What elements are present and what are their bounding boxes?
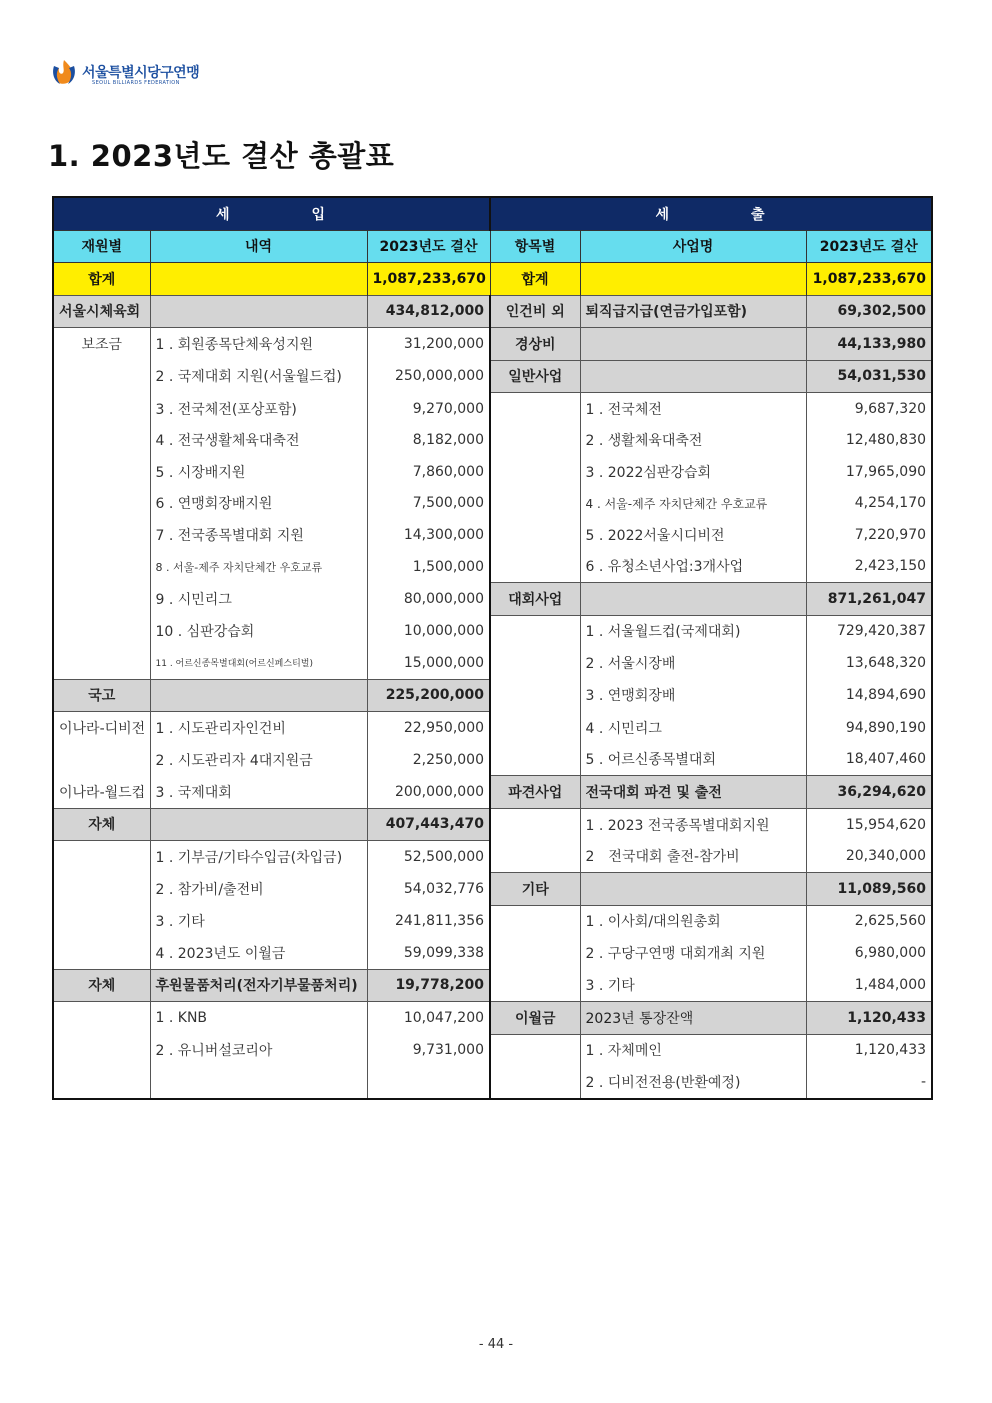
total-label-expense: 합계 bbox=[490, 263, 580, 296]
seoul-item-text: 8 . 서울-제주 자치단체간 우호교류 bbox=[150, 551, 367, 583]
table-row bbox=[53, 905, 932, 937]
self2-detail: 후원물품처리(전자기부물품처리) bbox=[150, 969, 367, 1002]
section-header-row bbox=[53, 197, 932, 230]
general-label: 일반사업 bbox=[490, 360, 580, 393]
competition-item-amount: 94,890,190 bbox=[806, 712, 932, 744]
blank-cell bbox=[53, 873, 150, 906]
table-row bbox=[53, 393, 932, 425]
seoul-item-amount: 1,500,000 bbox=[367, 551, 490, 583]
competition-item-amount: 14,894,690 bbox=[806, 679, 932, 712]
table-row bbox=[53, 969, 932, 1002]
national-item-amount: 22,950,000 bbox=[367, 712, 490, 744]
carry-detail: 2023년 통장잔액 bbox=[580, 1002, 806, 1035]
competition-item-text: 1 . 서울월드컵(국제대회) bbox=[580, 615, 806, 647]
general-item-text: 5 . 2022서울시디비전 bbox=[580, 519, 806, 551]
column-header-row bbox=[53, 230, 932, 263]
seoul-item-text: 4 . 전국생활체육대축전 bbox=[150, 425, 367, 457]
competition-item-amount: 729,420,387 bbox=[806, 615, 932, 647]
other-item-text: 3 . 기타 bbox=[580, 969, 806, 1002]
blank-cell bbox=[53, 1066, 150, 1099]
table-row bbox=[53, 841, 932, 873]
national-item-amount: 200,000,000 bbox=[367, 776, 490, 809]
personnel-label: 인건비 외 bbox=[490, 295, 580, 328]
table-row bbox=[53, 647, 932, 679]
blank-cell bbox=[53, 1002, 150, 1035]
other-item-amount: 1,484,000 bbox=[806, 969, 932, 1002]
seoul-item-amount: 7,860,000 bbox=[367, 456, 490, 488]
dispatch-item-amount: 20,340,000 bbox=[806, 841, 932, 873]
blank-cell bbox=[53, 393, 150, 425]
blank-cell bbox=[490, 1034, 580, 1066]
blank-cell bbox=[150, 1066, 367, 1099]
blank-cell bbox=[53, 615, 150, 647]
logo-name: 서울특별시당구연맹 bbox=[82, 65, 200, 81]
blank-cell bbox=[367, 1066, 490, 1099]
blank-cell bbox=[490, 808, 580, 841]
general-item-text: 3 . 2022심판강습회 bbox=[580, 456, 806, 488]
total-income: 1,087,233,670 bbox=[367, 263, 490, 296]
seoul-item-amount: 8,182,000 bbox=[367, 425, 490, 457]
table-row bbox=[53, 551, 932, 583]
table-row bbox=[53, 1002, 932, 1035]
seoul-item-amount: 250,000,000 bbox=[367, 360, 490, 393]
col-detail-header: 내역 bbox=[150, 230, 367, 263]
blank-cell bbox=[490, 679, 580, 712]
general-amount: 54,031,530 bbox=[806, 360, 932, 393]
self-amount: 407,443,470 bbox=[367, 808, 490, 841]
self-item-amount: 241,811,356 bbox=[367, 905, 490, 937]
expense-header: 세 출 bbox=[490, 197, 932, 230]
carry-item-amount: - bbox=[806, 1066, 932, 1099]
table-row bbox=[53, 712, 932, 744]
other-item-text: 2 . 구당구연맹 대회개최 지원 bbox=[580, 937, 806, 969]
table-row bbox=[53, 1034, 932, 1066]
flame-logo-icon bbox=[50, 58, 78, 88]
general-blank bbox=[580, 360, 806, 393]
general-item-amount: 2,423,150 bbox=[806, 551, 932, 583]
total-label: 합계 bbox=[53, 263, 150, 296]
page-title: 1. 2023년도 결산 총괄표 bbox=[48, 139, 395, 173]
other-label: 기타 bbox=[490, 873, 580, 906]
seoul-item-text: 3 . 전국체전(포상포함) bbox=[150, 393, 367, 425]
self2-item-amount: 9,731,000 bbox=[367, 1034, 490, 1066]
table-row bbox=[53, 425, 932, 457]
dispatch-amount: 36,294,620 bbox=[806, 776, 932, 809]
blank-cell bbox=[53, 937, 150, 969]
seoul-item-text: 10 . 심판강습회 bbox=[150, 615, 367, 647]
competition-item-text: 5 . 어르신종목별대회 bbox=[580, 744, 806, 776]
self-item-amount: 54,032,776 bbox=[367, 873, 490, 906]
competition-amount: 871,261,047 bbox=[806, 583, 932, 616]
dispatch-detail: 전국대회 파견 및 출전 bbox=[580, 776, 806, 809]
blank-cell bbox=[490, 647, 580, 679]
table-row bbox=[53, 679, 932, 712]
table-row bbox=[53, 744, 932, 776]
competition-item-amount: 13,648,320 bbox=[806, 647, 932, 679]
blank-cell bbox=[53, 744, 150, 776]
competition-blank bbox=[580, 583, 806, 616]
self2-amount: 19,778,200 bbox=[367, 969, 490, 1002]
competition-item-text: 2 . 서울시장배 bbox=[580, 647, 806, 679]
self2-item-text: 1 . KNB bbox=[150, 1002, 367, 1035]
blank-cell bbox=[53, 905, 150, 937]
seoul-item-text: 2 . 국제대회 지원(서울월드컵) bbox=[150, 360, 367, 393]
dispatch-item-text: 2 전국대회 출전-참가비 bbox=[580, 841, 806, 873]
seoul-label: 서울시체육회 bbox=[53, 295, 150, 328]
seoul-item-amount: 31,200,000 bbox=[367, 328, 490, 361]
total-expense: 1,087,233,670 bbox=[806, 263, 932, 296]
seoul-item-amount: 9,270,000 bbox=[367, 393, 490, 425]
table-row bbox=[53, 873, 932, 906]
total-row bbox=[53, 263, 932, 296]
dispatch-label: 파견사업 bbox=[490, 776, 580, 809]
general-item-amount: 4,254,170 bbox=[806, 488, 932, 520]
personnel-detail: 퇴직급지급(연금가입포함) bbox=[580, 295, 806, 328]
competition-item-text: 4 . 시민리그 bbox=[580, 712, 806, 744]
blank-cell bbox=[490, 488, 580, 520]
seoul-amount: 434,812,000 bbox=[367, 295, 490, 328]
dispatch-item-amount: 15,954,620 bbox=[806, 808, 932, 841]
blank-cell bbox=[53, 551, 150, 583]
col-source-header: 재원별 bbox=[53, 230, 150, 263]
self-item-text: 2 . 참가비/출전비 bbox=[150, 873, 367, 906]
table-row bbox=[53, 937, 932, 969]
self-blank bbox=[150, 808, 367, 841]
seoul-item-text: 7 . 전국종목별대회 지원 bbox=[150, 519, 367, 551]
table-row bbox=[53, 360, 932, 393]
general-item-amount: 9,687,320 bbox=[806, 393, 932, 425]
seoul-blank bbox=[150, 295, 367, 328]
seoul-item-text: 11 . 어르신종목별대회(어르신페스티벌) bbox=[150, 647, 367, 679]
total-blank-expense bbox=[580, 263, 806, 296]
seoul-item-amount: 15,000,000 bbox=[367, 647, 490, 679]
blank-cell bbox=[490, 744, 580, 776]
seoul-item-text: 1 . 회원종목단체육성지원 bbox=[150, 328, 367, 361]
seoul-item-amount: 7,500,000 bbox=[367, 488, 490, 520]
other-item-text: 1 . 이사회/대의원총회 bbox=[580, 905, 806, 937]
competition-label: 대회사업 bbox=[490, 583, 580, 616]
table-row bbox=[53, 456, 932, 488]
table-row bbox=[53, 519, 932, 551]
logo-subtitle: SEOUL BILLIARDS FEDERATION bbox=[92, 80, 180, 86]
other-item-amount: 6,980,000 bbox=[806, 937, 932, 969]
seoul-item-amount: 10,000,000 bbox=[367, 615, 490, 647]
table-row bbox=[53, 1066, 932, 1099]
general-item-text: 6 . 유청소년사업:3개사업 bbox=[580, 551, 806, 583]
general-item-text: 4 . 서울-제주 자치단체간 우호교류 bbox=[580, 488, 806, 520]
carry-label: 이월금 bbox=[490, 1002, 580, 1035]
blank-cell bbox=[490, 1066, 580, 1099]
col-amount-header: 2023년도 결산 bbox=[367, 230, 490, 263]
blank-cell bbox=[490, 456, 580, 488]
operating-amount: 44,133,980 bbox=[806, 328, 932, 361]
seoul-item-text: 5 . 시장배지원 bbox=[150, 456, 367, 488]
table-row bbox=[53, 776, 932, 809]
income-header: 세 입 bbox=[53, 197, 490, 230]
blank-cell bbox=[53, 841, 150, 873]
self-item-amount: 52,500,000 bbox=[367, 841, 490, 873]
division-label: 이나라-디비전 bbox=[53, 712, 150, 744]
blank-cell bbox=[53, 1034, 150, 1066]
blank-cell bbox=[53, 425, 150, 457]
blank-cell bbox=[53, 456, 150, 488]
operating-label: 경상비 bbox=[490, 328, 580, 361]
personnel-amount: 69,302,500 bbox=[806, 295, 932, 328]
competition-item-text: 3 . 연맹회장배 bbox=[580, 679, 806, 712]
blank-cell bbox=[53, 583, 150, 616]
settlement-table bbox=[52, 196, 933, 1100]
blank-cell bbox=[490, 969, 580, 1002]
competition-item-amount: 18,407,460 bbox=[806, 744, 932, 776]
subsidy-label: 보조금 bbox=[53, 328, 150, 361]
national-amount: 225,200,000 bbox=[367, 679, 490, 712]
national-item-amount: 2,250,000 bbox=[367, 744, 490, 776]
self2-item-text: 2 . 유니버설코리아 bbox=[150, 1034, 367, 1066]
carry-item-text: 1 . 자체메인 bbox=[580, 1034, 806, 1066]
blank-cell bbox=[490, 425, 580, 457]
blank-cell bbox=[490, 551, 580, 583]
blank-cell bbox=[53, 488, 150, 520]
general-item-amount: 17,965,090 bbox=[806, 456, 932, 488]
seoul-item-amount: 80,000,000 bbox=[367, 583, 490, 616]
seoul-item-text: 9 . 시민리그 bbox=[150, 583, 367, 616]
col-amount2-header: 2023년도 결산 bbox=[806, 230, 932, 263]
other-amount: 11,089,560 bbox=[806, 873, 932, 906]
general-item-text: 1 . 전국체전 bbox=[580, 393, 806, 425]
general-item-text: 2 . 생활체육대축전 bbox=[580, 425, 806, 457]
seoul-item-text: 6 . 연맹회장배지원 bbox=[150, 488, 367, 520]
seoul-item-amount: 14,300,000 bbox=[367, 519, 490, 551]
national-item-text: 2 . 시도관리자 4대지원금 bbox=[150, 744, 367, 776]
blank-cell bbox=[490, 937, 580, 969]
blank-cell bbox=[490, 615, 580, 647]
federation-logo bbox=[50, 58, 250, 92]
self-item-text: 1 . 기부금/기타수입금(차입금) bbox=[150, 841, 367, 873]
blank-cell bbox=[53, 647, 150, 679]
blank-cell bbox=[490, 712, 580, 744]
self-item-text: 4 . 2023년도 이월금 bbox=[150, 937, 367, 969]
self2-label: 자체 bbox=[53, 969, 150, 1002]
operating-blank bbox=[580, 328, 806, 361]
self2-item-amount: 10,047,200 bbox=[367, 1002, 490, 1035]
blank-cell bbox=[490, 393, 580, 425]
col-item-header: 항목별 bbox=[490, 230, 580, 263]
table-row bbox=[53, 583, 932, 616]
national-item-text: 1 . 시도관리자인건비 bbox=[150, 712, 367, 744]
self-item-text: 3 . 기타 bbox=[150, 905, 367, 937]
table-row bbox=[53, 615, 932, 647]
blank-cell bbox=[53, 360, 150, 393]
national-blank bbox=[150, 679, 367, 712]
carry-item-amount: 1,120,433 bbox=[806, 1034, 932, 1066]
table-row bbox=[53, 328, 932, 361]
dispatch-item-text: 1 . 2023 전국종목별대회지원 bbox=[580, 808, 806, 841]
self-item-amount: 59,099,338 bbox=[367, 937, 490, 969]
general-item-amount: 12,480,830 bbox=[806, 425, 932, 457]
other-item-amount: 2,625,560 bbox=[806, 905, 932, 937]
blank-cell bbox=[53, 519, 150, 551]
self-label: 자체 bbox=[53, 808, 150, 841]
table-row bbox=[53, 488, 932, 520]
national-item-text: 3 . 국제대회 bbox=[150, 776, 367, 809]
page-number: - 44 - bbox=[478, 1337, 514, 1352]
other-blank bbox=[580, 873, 806, 906]
blank-cell bbox=[490, 905, 580, 937]
col-project-header: 사업명 bbox=[580, 230, 806, 263]
blank-cell bbox=[490, 519, 580, 551]
national-label: 국고 bbox=[53, 679, 150, 712]
general-item-amount: 7,220,970 bbox=[806, 519, 932, 551]
table-row bbox=[53, 295, 932, 328]
worldcup-label: 이나라-월드컵 bbox=[59, 784, 146, 801]
total-blank bbox=[150, 263, 367, 296]
carry-item-text: 2 . 디비전전용(반환예정) bbox=[580, 1066, 806, 1099]
blank-cell bbox=[490, 841, 580, 873]
table-row bbox=[53, 808, 932, 841]
carry-amount: 1,120,433 bbox=[806, 1002, 932, 1035]
